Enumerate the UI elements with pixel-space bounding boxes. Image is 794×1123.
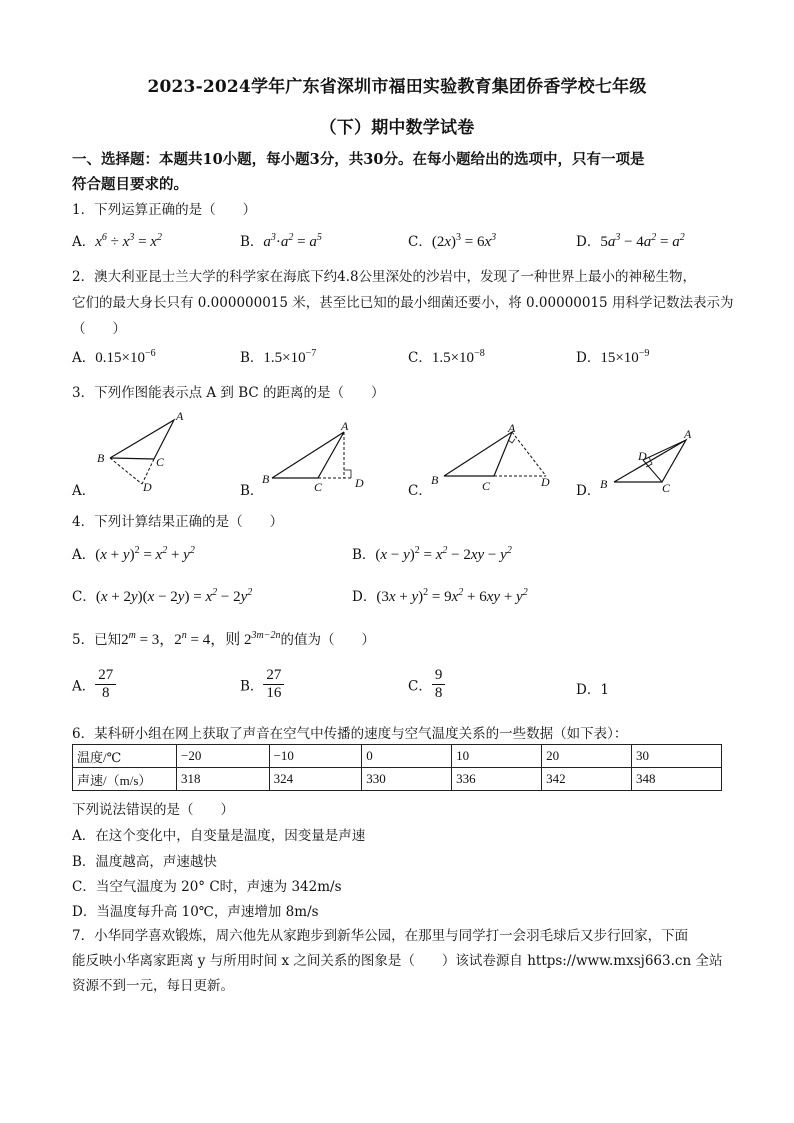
q3-option-c-label: C． [408, 483, 432, 499]
q7-line2: 能反映小华离家距离 y 与所用时间 x 之间关系的图象是（ ）该试卷源自 https://www.mxsj663.cn 全站 [72, 953, 723, 969]
table-cell: 30 [632, 745, 722, 768]
q2-option-b: B．$1.5\times 10^{-7}$ [240, 348, 317, 366]
table-row [73, 745, 722, 768]
q5-option-d: D．1 [576, 682, 609, 698]
title-line1: 2023-2024学年广东省深圳市福田实验教育集团侨香学校七年级 [147, 77, 647, 97]
q6-option-a: A．在这个变化中，自变量是温度，因变量是声速 [72, 828, 366, 844]
q5-option-a: A． $\frac{27}{8}$ [72, 667, 116, 702]
table-cell: 声速/（m/s） [73, 768, 177, 791]
table-cell: 0 [362, 745, 452, 768]
q3-figure-d [596, 424, 706, 494]
table-cell: 336 [452, 768, 542, 791]
q3-figure-b [258, 418, 378, 494]
svg-text:A: A [508, 421, 516, 435]
table-cell: 10 [452, 745, 542, 768]
svg-text:B: B [97, 451, 105, 465]
q1-option-a: A．$x^6 \div x^3 = x^2$ [72, 232, 162, 250]
q4-option-b: B．$(x - y)^2 = x^2 - 2xy - y^2$ [352, 545, 512, 563]
q3-stem: 3．下列作图能表示点 A 到 BC 的距离的是（ ） [72, 385, 385, 401]
q4-option-a: A．$(x + y)^2 = x^2 + y^2$ [72, 545, 195, 563]
q1-option-c: C．$(2x)^3 = 6x^3$ [408, 232, 497, 250]
svg-text:D: D [541, 475, 550, 489]
table-cell: 348 [632, 768, 722, 791]
q4-stem: 4．下列计算结果正确的是（ ） [72, 514, 284, 530]
q3-option-a-label: A． [72, 483, 96, 499]
q1-option-d: D．$5a^3 - 4a^2 = a^2$ [576, 232, 685, 250]
svg-text:B: B [600, 477, 608, 491]
svg-text:A: A [341, 419, 349, 433]
q6-after: 下列说法错误的是（ ） [72, 802, 234, 818]
section1-line1: 一、选择题：本题共10小题，每小题3分，共30分。在每小题给出的选项中，只有一项是 [72, 151, 645, 168]
table-cell: 20 [542, 745, 632, 768]
table-cell: −20 [177, 745, 270, 768]
q2-line3: （ ） [72, 321, 126, 337]
section1-line2: 符合题目要求的。 [72, 176, 188, 193]
q6-stem: 6．某科研小组在网上获取了声音在空气中传播的速度与空气温度关系的一些数据（如下表）： [72, 726, 628, 742]
q3-figure-c [426, 420, 566, 494]
q2-option-d: D．$15\times 10^{-9}$ [576, 348, 650, 366]
table-cell: −10 [269, 745, 362, 768]
q3-figure-a [92, 408, 192, 492]
q7-line1: 7．小华同学喜欢锻炼，周六他先从家跑步到新华公园，在那里与同学打一会羽毛球后又步行回家，下面 [72, 928, 689, 944]
svg-text:C: C [156, 455, 165, 469]
q6-option-b: B．温度越高，声速越快 [72, 854, 217, 870]
q3-option-b-label: B． [240, 483, 264, 499]
q2-option-a: A．$0.15\times 10^{-6}$ [72, 348, 156, 366]
q4-option-d: D．$(3x + y)^2 = 9x^2 + 6xy + y^2$ [352, 587, 528, 605]
table-cell: 318 [177, 768, 270, 791]
svg-text:D: D [638, 449, 647, 463]
svg-text:B: B [431, 473, 439, 487]
q5-option-c: C． $\frac{9}{8}$ [408, 667, 445, 702]
table-cell: 324 [269, 768, 362, 791]
q6-data-table [72, 744, 722, 791]
q4-option-c: C．$(x + 2y)(x - 2y) = x^2 - 2y^2$ [72, 587, 253, 605]
q5-option-b: B． $\frac{27}{16}$ [240, 667, 284, 702]
svg-text:B: B [262, 472, 270, 486]
table-cell: 温度/℃ [73, 745, 177, 768]
q1-option-b: B．$a^3\cdot a^2 = a^5$ [240, 232, 322, 250]
table-cell: 342 [542, 768, 632, 791]
q3-option-d-label: D． [576, 483, 601, 499]
svg-text:A: A [684, 427, 692, 441]
svg-text:C: C [482, 479, 491, 493]
svg-text:D: D [355, 476, 364, 490]
q2-line2: 它们的最大身长只有 0.000000015 米，甚至比已知的最小细菌还要小，将 0.00000015 用科学记数法表示为 [72, 295, 734, 311]
svg-text:C: C [314, 480, 323, 494]
table-cell: 330 [362, 768, 452, 791]
q7-line3: 资源不到一元，每日更新。 [72, 978, 234, 994]
svg-text:D: D [143, 480, 152, 492]
table-row [73, 768, 722, 791]
q1-stem: 1．下列运算正确的是（ ） [72, 202, 257, 218]
svg-text:A: A [176, 409, 184, 423]
q5-stem: 5．已知$2^m = 3$，$2^n = 4$，则 $2^{3m-2n}$的值为（ ） [72, 630, 375, 648]
q2-line1: 2．澳大利亚昆士兰大学的科学家在海底下约4.8公里深处的沙岩中，发现了一种世界上最小的神秘生物， [72, 269, 697, 285]
q2-option-c: C．$1.5\times 10^{-8}$ [408, 348, 485, 366]
svg-text:C: C [662, 481, 671, 494]
q6-option-c: C．当空气温度为 20° C时，声速为 342m/s [72, 879, 342, 895]
q6-option-d: D．当温度每升高 10℃，声速增加 8m/s [72, 904, 319, 920]
title-line2: （下）期中数学试卷 [319, 118, 475, 138]
